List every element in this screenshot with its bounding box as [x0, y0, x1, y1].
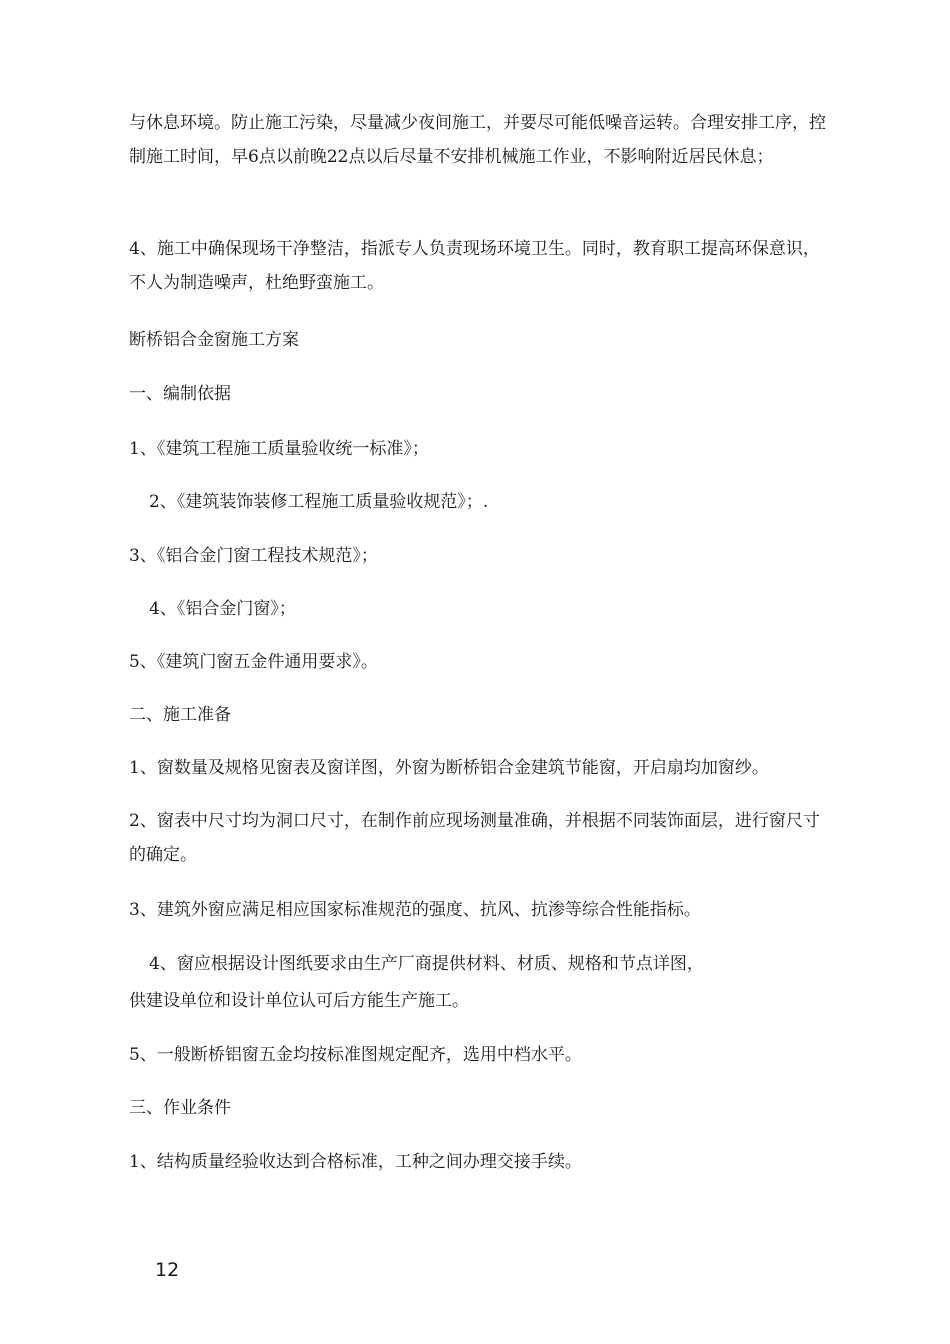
basis-item-5: 5、《建筑门窗五金件通用要求》。 [129, 652, 378, 672]
heading-work-conditions: 三、作业条件 [129, 1098, 231, 1118]
basis-item-1: 1、《建筑工程施工质量验收统一标准》； [129, 439, 429, 459]
preparation-item-1: 1、窗数量及规格见窗表及窗详图，外窗为断桥铝合金建筑节能窗，开启扇均加窗纱。 [129, 758, 769, 778]
basis-item-2: 2、《建筑装饰装修工程施工质量验收规范》；. [149, 492, 489, 512]
basis-item-3: 3、《铝合金门窗工程技术规范》； [129, 546, 378, 566]
section-title: 断桥铝合金窗施工方案 [129, 330, 299, 350]
heading-basis: 一、编制依据 [129, 384, 231, 404]
paragraph-site-cleanliness: 4、施工中确保现场干净整洁，指派专人负责现场环境卫生。同时，教育职工提高环保意识，不人为制造噪声，杜绝野蛮施工。 [129, 239, 820, 293]
heading-preparation: 二、施工准备 [129, 705, 231, 725]
page-number: 12 [155, 1259, 180, 1281]
paragraph-noise-control: 与休息环境。防止施工污染，尽量减少夜间施工，并要尽可能低噪音运转。合理安排工序，控制施工时间，早6点以前晚22点以后尽量不安排机械施工作业，不影响附近居民休息； [129, 113, 826, 167]
preparation-item-4-continued: 供建设单位和设计单位认可后方能生产施工。 [129, 991, 469, 1011]
basis-item-4: 4、《铝合金门窗》； [149, 599, 296, 619]
work-conditions-item-1: 1、结构质量经验收达到合格标准，工种之间办理交接手续。 [129, 1152, 582, 1172]
preparation-item-5: 5、一般断桥铝窗五金均按标准图规定配齐，选用中档水平。 [129, 1045, 582, 1065]
preparation-item-2: 2、窗表中尺寸均为洞口尺寸，在制作前应现场测量准确，并根据不同装饰面层，进行窗尺寸的确定。 [129, 811, 820, 865]
preparation-item-4: 4、窗应根据设计图纸要求由生产厂商提供材料、材质、规格和节点详图， [149, 954, 704, 974]
preparation-item-3: 3、建筑外窗应满足相应国家标准规范的强度、抗风、抗渗等综合性能指标。 [129, 900, 701, 920]
